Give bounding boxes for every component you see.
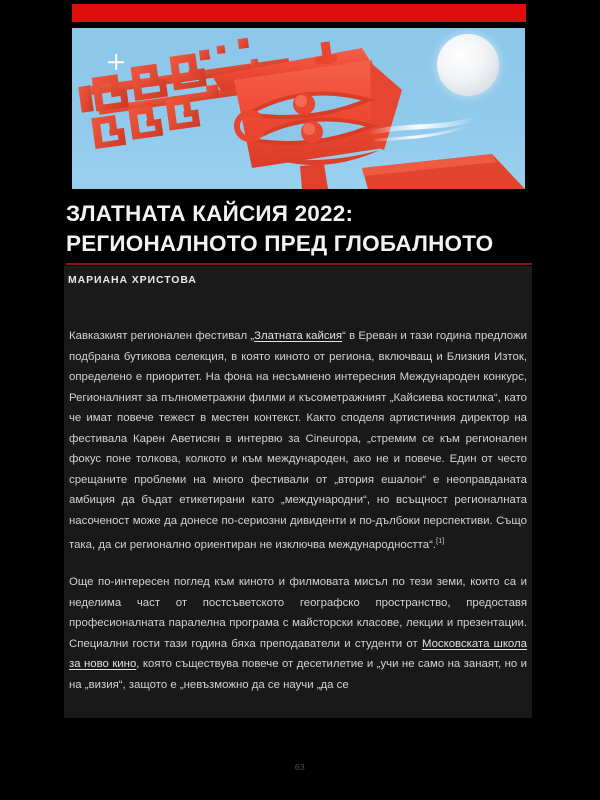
page-title-line-2: РЕГИОНАЛНОТО ПРЕД ГЛОБАЛНОТО — [66, 230, 494, 256]
article-body — [64, 318, 532, 718]
page-title — [66, 199, 536, 259]
paragraph-1-part-1: Кавказкият регионален фестивал „ — [69, 330, 255, 342]
footnote-marker-1[interactable]: [1] — [436, 536, 445, 545]
sculpture-graphic — [72, 28, 525, 189]
paragraph-2-part-1: Още по-интересен поглед към киното и филмовата мисъл по тези земи, които са и неделима част от постсъветското географско пространство, предоставя професионалната паралелна програма с майсторски класове, лекции и презентации. Специални гости тази година бяха преподаватели и студенти от — [69, 576, 527, 650]
paragraph-2-part-2: , която съществува повече от десетилетие и „учи не само на занаят, но и на „визия“, защото е „невъзможно да се научи „да се — [69, 658, 527, 691]
hero-artwork — [72, 28, 525, 189]
paragraph-2 — [67, 572, 529, 695]
article-author: МАРИАНА ХРИСТОВА — [68, 274, 197, 286]
title-divider — [66, 263, 532, 265]
page-title-line-1: ЗЛАТНАТА КАЙСИЯ 2022: — [66, 201, 354, 226]
page-number: 63 — [294, 762, 306, 772]
link-moscow-school-new-cinema[interactable]: Московската школа за ново кино — [69, 637, 527, 671]
top-red-rule — [72, 4, 526, 22]
paragraph-1-part-2: “ в Ереван и тази година предложи подбрана бутикова селекция, в която киното от региона, включващ и Близкия Изток, определено е приоритет. На фона на несъмнено интересния Международен конкурс, Регионалният за пълнометражни филми и късометражният „Кайсиева костилка“, като че имат повече тежест в местен контекст. Както споделя артистичния директор на фестивала Карен Аветисян в интервю за Cineuropa, „стремим се към регионален фокус поне толкова, колкото и към международен, ако не и повече. Един от често срещаните проблеми на много фестивали от „втория ешалон“ е неоправданата амбиция да бъдат етикетирани като „международни“, но всъщност регионалната насоченост може да донесе по-сериозни дивиденти и по-дълбоки перспективи. Също така, да си регионално ориентиран не изключва международността“. — [69, 330, 527, 551]
paragraph-1 — [67, 326, 529, 555]
link-zlatnata-kaysia[interactable]: Златната кайсия — [254, 330, 343, 342]
